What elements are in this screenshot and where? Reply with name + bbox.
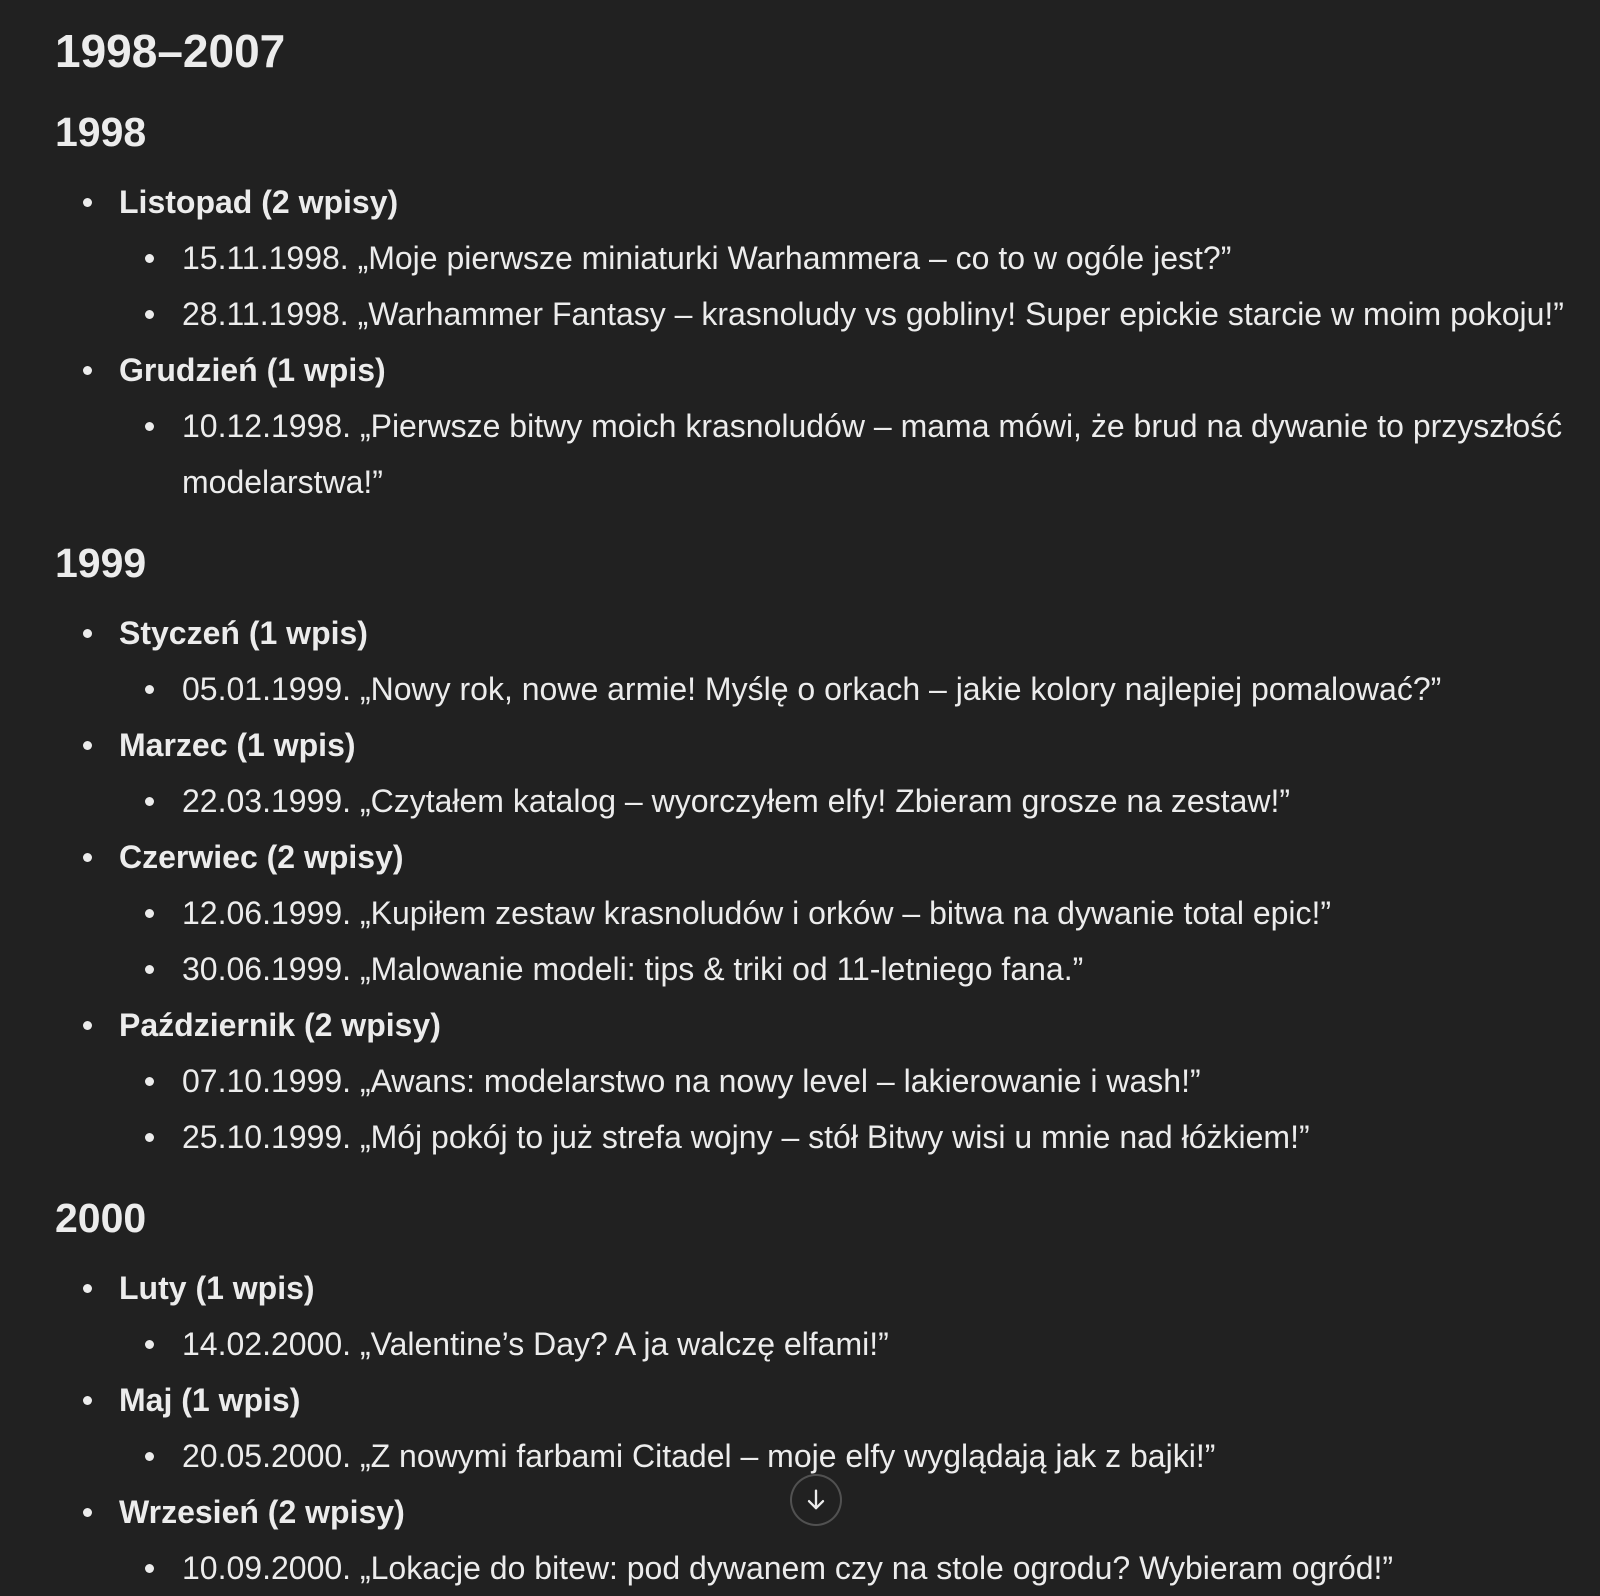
scroll-to-bottom-button[interactable] [790,1474,842,1526]
entry-list [119,1540,1590,1596]
month-item [55,1260,1590,1372]
entry-item: 28.11.1998. „Warhammer Fantasy – krasnoludy vs gobliny! Super epickie starcie w moim pokoju!” [119,286,1590,342]
month-label: Marzec (1 wpis) [119,727,356,763]
month-label: Wrzesień (2 wpisy) [119,1494,405,1530]
year-heading: 1998 [55,109,147,155]
entry-list [119,230,1590,342]
month-item [55,174,1590,342]
month-item [55,605,1590,717]
month-item [55,1372,1590,1484]
entry-item: 10.12.1998. „Pierwsze bitwy moich krasnoludów – mama mówi, że brud na dywanie to przyszłość modelarstwa!” [119,398,1590,510]
month-label: Listopad (2 wpisy) [119,184,399,220]
entry-list [119,1053,1590,1165]
entry-list [119,885,1590,997]
month-label: Maj (1 wpis) [119,1382,301,1418]
arrow-down-icon [802,1486,830,1514]
entry-list [119,1316,1590,1372]
month-list [55,1260,1590,1596]
year-heading: 1999 [55,540,147,586]
entry-list [119,398,1590,510]
month-label: Grudzień (1 wpis) [119,352,386,388]
entry-item: 05.01.1999. „Nowy rok, nowe armie! Myślę o orkach – jakie kolory najlepiej pomalować?” [119,661,1590,717]
entry-list [119,1428,1590,1484]
month-item [55,829,1590,997]
month-list [55,605,1590,1165]
entry-list [119,773,1590,829]
entry-item: 10.09.2000. „Lokacje do bitew: pod dywanem czy na stole ogrodu? Wybieram ogród!” [119,1540,1590,1596]
year-heading: 2000 [55,1195,147,1241]
entry-item: 22.03.1999. „Czytałem katalog – wyorczyłem elfy! Zbieram grosze na zestaw!” [119,773,1590,829]
month-list [55,174,1590,510]
entry-item: 15.11.1998. „Moje pierwsze miniaturki Warhammera – co to w ogóle jest?” [119,230,1590,286]
entry-item: 30.06.1999. „Malowanie modeli: tips & triki od 11-letniego fana.” [119,941,1590,997]
timeline-sections [55,107,1590,1596]
entry-item: 25.10.1999. „Mój pokój to już strefa wojny – stół Bitwy wisi u mnie nad łóżkiem!” [119,1109,1590,1165]
month-item [55,342,1590,510]
month-item [55,717,1590,829]
entry-item: 12.06.1999. „Kupiłem zestaw krasnoludów i orków – bitwa na dywanie total epic!” [119,885,1590,941]
month-label: Czerwiec (2 wpisy) [119,839,404,875]
entry-item: 14.02.2000. „Valentine’s Day? A ja walczę elfami!” [119,1316,1590,1372]
month-item [55,997,1590,1165]
entry-item: 07.10.1999. „Awans: modelarstwo na nowy level – lakierowanie i wash!” [119,1053,1590,1109]
month-label: Styczeń (1 wpis) [119,615,368,651]
page-title: 1998–2007 [55,25,286,77]
entry-list [119,661,1590,717]
month-label: Luty (1 wpis) [119,1270,315,1306]
entry-item: 20.05.2000. „Z nowymi farbami Citadel – moje elfy wyglądają jak z bajki!” [119,1428,1590,1484]
month-label: Październik (2 wpisy) [119,1007,441,1043]
